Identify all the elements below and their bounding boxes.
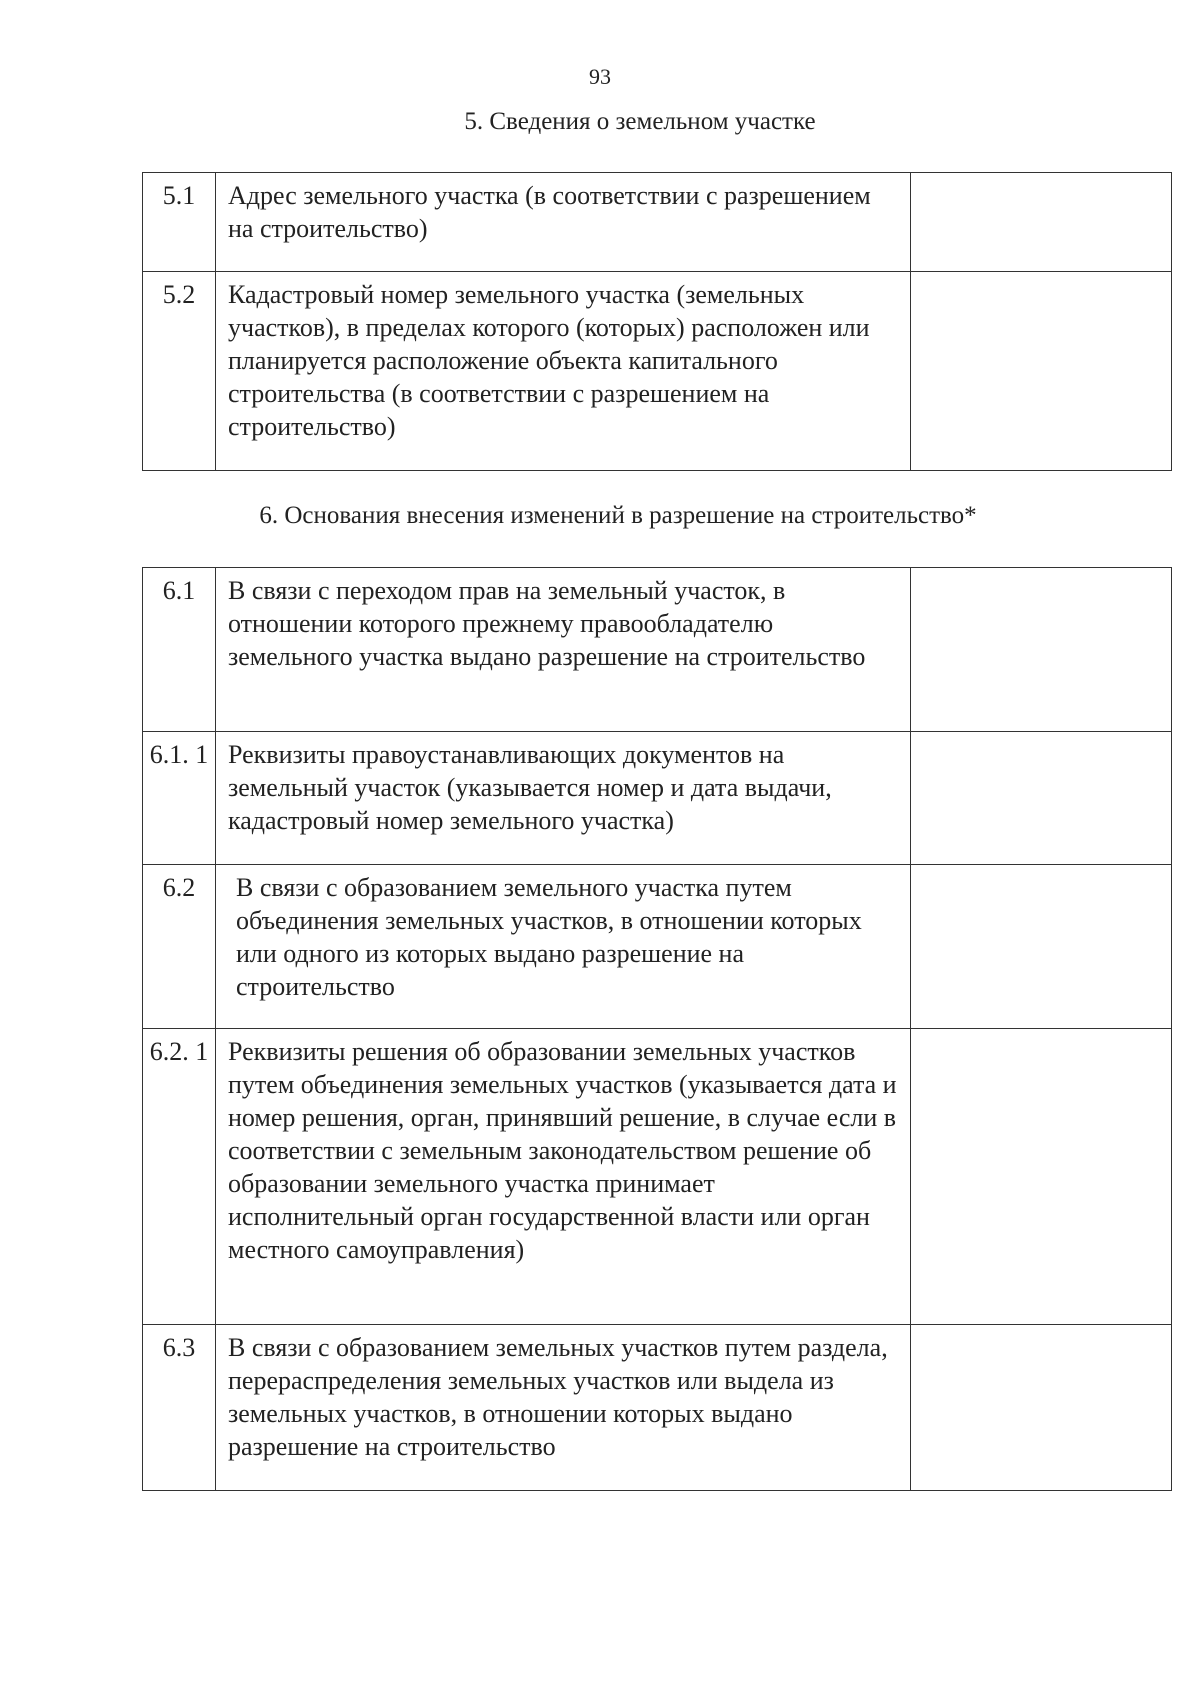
section-6-title: 6. Основания внесения изменений в разрешение на строительство* <box>259 502 977 529</box>
row-value-field[interactable] <box>911 173 1172 272</box>
row-description: Кадастровый номер земельного участка (земельных участков), в пределах которого (которых) расположен или планируется расположение объекта капитального строительства (в соответствии с разрешением на строительство) <box>216 272 911 471</box>
table-row <box>143 865 1172 1029</box>
change-grounds-table <box>142 567 1172 1491</box>
row-description: Реквизиты решения об образовании земельных участков путем объединения земельных участков (указывается дата и номер решения, орган, принявший решение, в случае если в соответствии с земельным законодательством решение об образовании земельного участка принимает исполнительный орган государственной власти или орган местного самоуправления) <box>216 1029 911 1325</box>
row-description: Адрес земельного участка (в соответствии с разрешением на строительство) <box>216 173 911 272</box>
row-description: В связи с образованием земельных участков путем раздела, перераспределения земельных участков или выдела из земельных участков, в отношении которых выдано разрешение на строительство <box>216 1325 911 1491</box>
row-number: 6.2. 1 <box>143 1029 216 1325</box>
row-description: Реквизиты правоустанавливающих документов на земельный участок (указывается номер и дата выдачи, кадастровый номер земельного участка) <box>216 732 911 865</box>
row-description: В связи с образованием земельного участка путем объединения земельных участков, в отношении которых или одного из которых выдано разрешение на строительство <box>216 865 911 1029</box>
row-number: 6.1. 1 <box>143 732 216 865</box>
table-row <box>143 732 1172 865</box>
row-value-field[interactable] <box>911 865 1172 1029</box>
table-row <box>143 1325 1172 1491</box>
table-row <box>143 272 1172 471</box>
row-value-field[interactable] <box>911 272 1172 471</box>
row-number: 6.3 <box>143 1325 216 1491</box>
table-row <box>143 568 1172 732</box>
row-value-field[interactable] <box>911 1029 1172 1325</box>
table-row <box>143 173 1172 272</box>
section-5-title: 5. Сведения о земельном участке <box>464 108 816 135</box>
page-number: 93 <box>589 64 611 89</box>
row-number: 6.2 <box>143 865 216 1029</box>
row-number: 5.1 <box>143 173 216 272</box>
row-number: 5.2 <box>143 272 216 471</box>
land-plot-info-table <box>142 172 1172 471</box>
row-value-field[interactable] <box>911 1325 1172 1491</box>
table-row <box>143 1029 1172 1325</box>
row-description: В связи с переходом прав на земельный участок, в отношении которого прежнему правообладателю земельного участка выдано разрешение на строительство <box>216 568 911 732</box>
row-value-field[interactable] <box>911 732 1172 865</box>
row-value-field[interactable] <box>911 568 1172 732</box>
row-number: 6.1 <box>143 568 216 732</box>
